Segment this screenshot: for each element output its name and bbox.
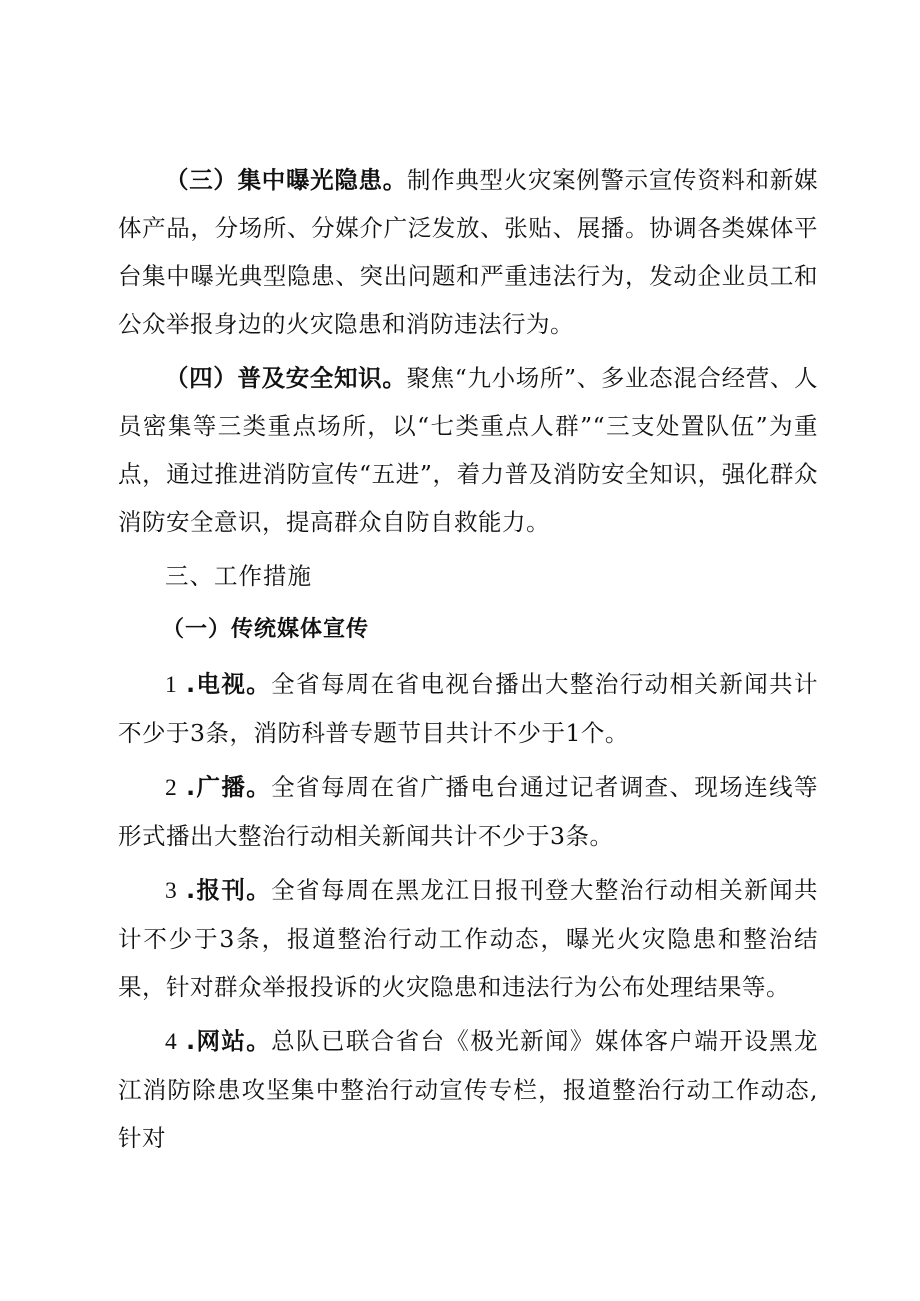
paragraph-text: 制作典型火灾案例警示宣传资料和新媒体产品，分场所、分媒介广泛发放、张贴、展播。协调各类媒体平台集中曝光典型隐患、突出问题和严重违法行为，发动企业员工和公众举报身边的火灾隐患和消防违法行为。 — [118, 166, 819, 338]
paragraph-newspaper — [118, 866, 818, 1011]
item-number: 1 — [165, 672, 178, 698]
paragraph-safety-knowledge — [118, 354, 818, 546]
paragraph-lead: .网站。 — [186, 1027, 272, 1055]
document-body — [118, 156, 818, 1168]
paragraph-text: 聚焦“九小场所”、多业态混合经营、人员密集等三类重点场所，以“七类重点人群”“三支处置队伍”为重点，通过推进消防宣传“五进”，着力普及消防安全知识，强化群众消防安全意识，提高群众自防自救能力。 — [118, 364, 819, 536]
paragraph-expose-hazards — [118, 156, 818, 348]
paragraph-lead: .电视。 — [186, 670, 272, 698]
item-number: 4 — [165, 1029, 178, 1055]
item-number: 2 — [165, 775, 178, 801]
paragraph-tv — [118, 660, 818, 757]
paragraph-lead: （四）普及安全知识。 — [165, 364, 407, 392]
paragraph-radio — [118, 763, 818, 860]
item-number: 3 — [165, 878, 178, 904]
paragraph-website — [118, 1017, 818, 1162]
paragraph-lead: （三）集中曝光隐患。 — [165, 166, 407, 194]
section-heading: 三、工作措施 — [165, 562, 312, 590]
subsection-heading: （一）传统媒体宣传 — [162, 617, 370, 642]
paragraph-text: 全省每周在黑龙江日报刊登大整治行动相关新闻共计不少于3条，报道整治行动工作动态，曝光火灾隐患和整治结果，针对群众举报投诉的火灾隐患和违法行为公布处理结果等。 — [118, 876, 818, 1001]
paragraph-lead: .报刊。 — [186, 876, 272, 904]
paragraph-text: 全省每周在省电视台播出大整治行动相关新闻共计不少于3条，消防科普专题节目共计不少于1个。 — [118, 670, 818, 747]
paragraph-text: 总队已联合省台《极光新闻》媒体客户端开设黑龙江消防除患攻坚集中整治行动宣传专栏，报道整治行动工作动态,针对 — [118, 1027, 818, 1152]
paragraph-lead: .广播。 — [186, 773, 272, 801]
paragraph-text: 全省每周在省广播电台通过记者调查、现场连线等形式播出大整治行动相关新闻共计不少于3条。 — [118, 773, 818, 850]
